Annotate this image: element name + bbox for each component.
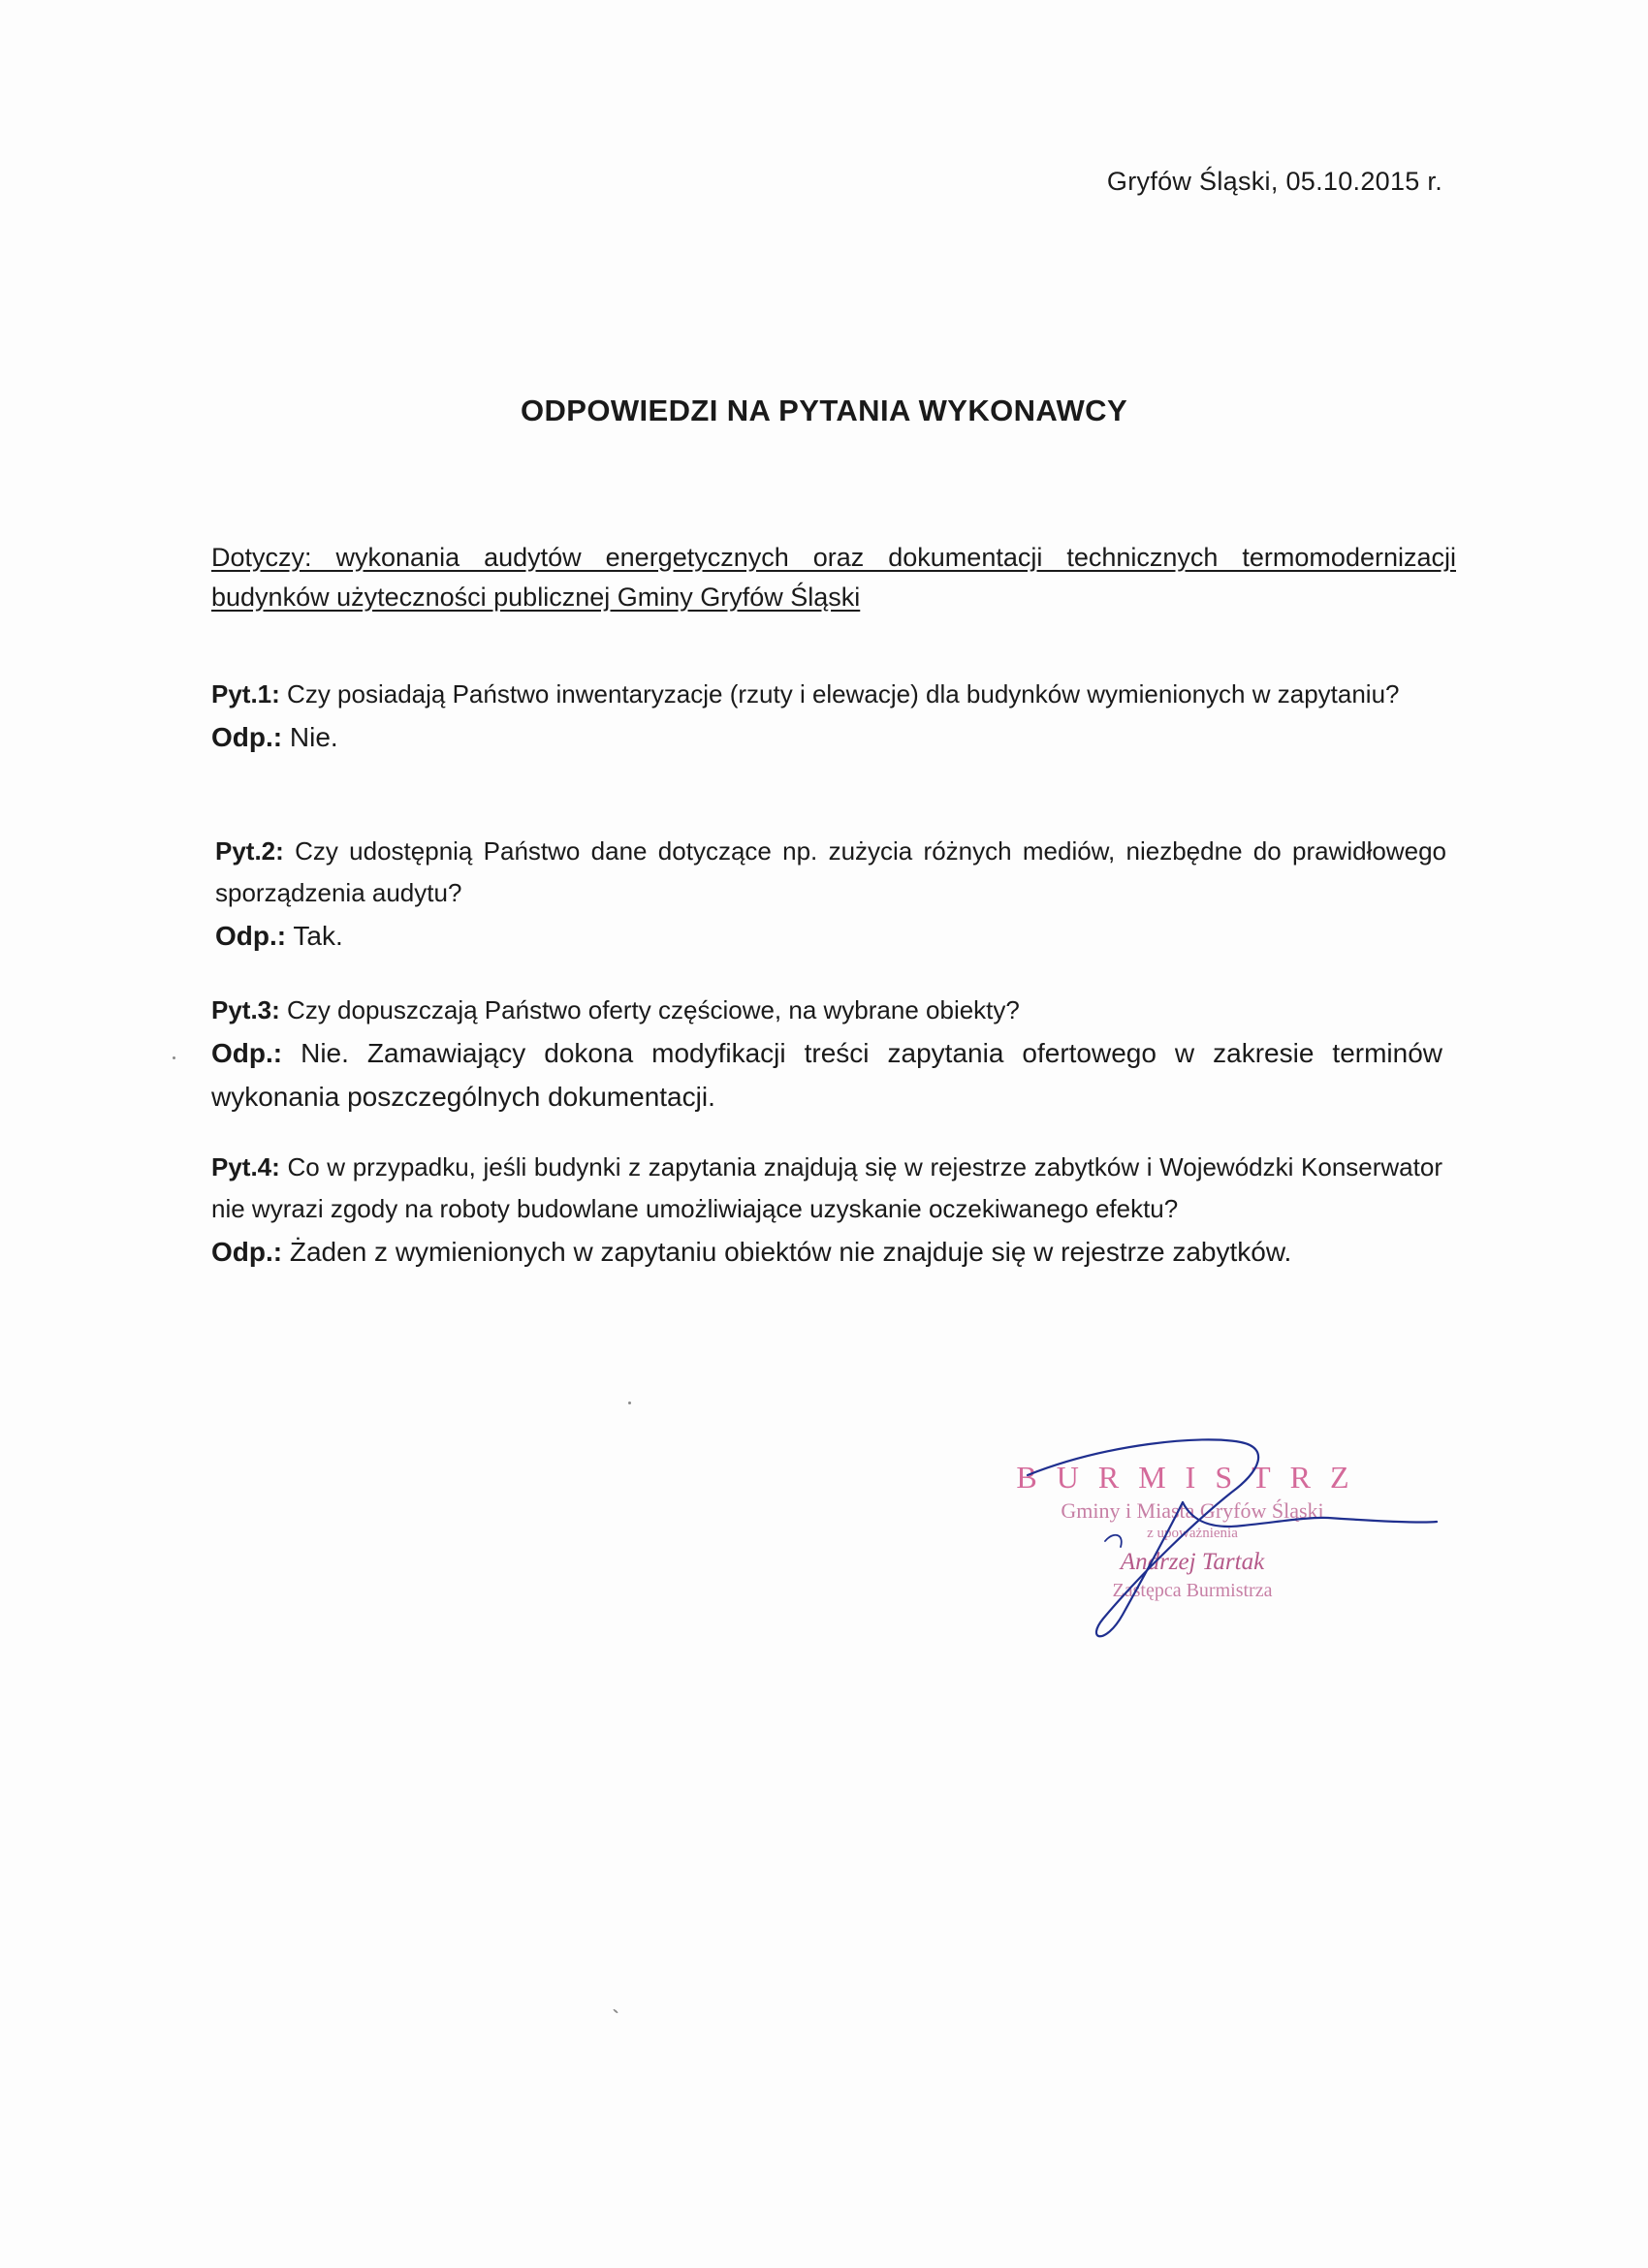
stamp-name: Andrzej Tartak xyxy=(1120,1549,1265,1575)
question-text: Co w przypadku, jeśli budynki z zapytania znajdują się w rejestrze zabytków i Wojewódzki Konserwator nie wyrazi zgody na roboty budowlane umożliwiające uzyskanie oczekiwanego efektu? xyxy=(211,1152,1442,1223)
scan-speck xyxy=(628,1402,631,1404)
qa-block-1 xyxy=(211,674,1442,759)
answer-2 xyxy=(215,914,1446,958)
answer-label: Odp.: xyxy=(211,1038,283,1068)
stamp-authorization: z upoważnienia xyxy=(1147,1526,1238,1541)
stamp-office: Gminy i Miasta Gryfów Śląski xyxy=(1061,1498,1324,1523)
question-1 xyxy=(211,674,1442,715)
answer-text: Tak. xyxy=(293,921,343,951)
answer-text: Żaden z wymienionych w zapytaniu obiektów nie znajduje się w rejestrze zabytków. xyxy=(289,1237,1292,1267)
qa-block-2 xyxy=(215,831,1446,958)
answer-1 xyxy=(211,715,1442,759)
date-line: Gryfów Śląski, 05.10.2015 r. xyxy=(1106,167,1442,196)
scan-speck xyxy=(173,1056,175,1059)
question-4 xyxy=(211,1147,1442,1230)
question-text: Czy posiadają Państwo inwentaryzacje (rzuty i elewacje) dla budynków wymienionych w zapytaniu? xyxy=(287,679,1400,709)
answer-text: Nie. xyxy=(289,722,338,752)
question-label: Pyt.4: xyxy=(211,1152,280,1181)
subject-line: Dotyczy: wykonania audytów energetycznych oraz dokumentacji technicznych termomodernizacji budynków użyteczności publicznej Gminy Gryfów Śląski xyxy=(211,543,1456,612)
question-label: Pyt.1: xyxy=(211,679,280,709)
question-3 xyxy=(211,990,1442,1031)
answer-4 xyxy=(211,1230,1442,1274)
qa-block-3 xyxy=(211,990,1442,1118)
answer-label: Odp.: xyxy=(211,722,283,752)
answer-label: Odp.: xyxy=(215,921,287,951)
question-text: Czy dopuszczają Państwo oferty częściowe, na wybrane obiekty? xyxy=(287,995,1020,1024)
question-label: Pyt.2: xyxy=(215,836,284,866)
answer-label: Odp.: xyxy=(211,1237,283,1267)
answer-3 xyxy=(211,1031,1442,1118)
qa-block-4 xyxy=(211,1147,1442,1274)
stamp-position: Zastępca Burmistrza xyxy=(1112,1580,1273,1601)
stamp-title: BURMISTRZ xyxy=(1016,1460,1369,1495)
question-2 xyxy=(215,831,1446,914)
document-title: ODPOWIEDZI NA PYTANIA WYKONAWCY xyxy=(520,394,1128,427)
question-label: Pyt.3: xyxy=(211,995,280,1024)
official-stamp xyxy=(989,1425,1454,1677)
question-text: Czy udostępnią Państwo dane dotyczące np. zużycia różnych mediów, niezbędne do prawidłowego sporządzenia audytu? xyxy=(215,836,1446,907)
scan-speck xyxy=(613,2008,618,2013)
answer-text: Nie. Zamawiający dokona modyfikacji treści zapytania ofertowego w zakresie terminów wykonania poszczególnych dokumentacji. xyxy=(211,1038,1442,1112)
